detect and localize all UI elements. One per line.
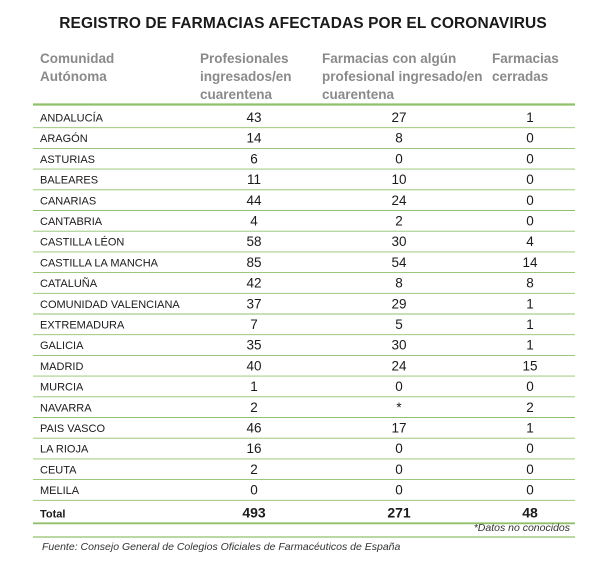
cell-value: 1: [526, 317, 534, 332]
cell-value: 1: [526, 420, 534, 436]
cell-value: 11: [246, 172, 262, 188]
cell-value: 2: [250, 461, 258, 477]
cell-value: 0: [526, 192, 534, 208]
total-value: 271: [387, 504, 411, 521]
cell-value: 58: [246, 234, 262, 250]
column-header: profesional ingresado/en: [322, 69, 483, 84]
cell-value: 0: [526, 379, 534, 395]
column-header: Profesionales: [200, 51, 289, 66]
cell-value: 43: [246, 110, 262, 125]
cell-value: 40: [246, 358, 262, 374]
cell-value: 7: [250, 317, 258, 332]
cell-value: 1: [526, 296, 534, 312]
total-value: 48: [522, 504, 538, 521]
table-title: REGISTRO DE FARMACIAS AFECTADAS POR EL CORONAVIRUS: [59, 15, 547, 32]
row-label: PAIS VASCO: [40, 423, 106, 435]
cell-value: 0: [395, 482, 403, 498]
cell-value: 54: [391, 254, 407, 270]
cell-value: 0: [526, 213, 534, 229]
column-header: Comunidad: [40, 51, 115, 66]
column-header: cerradas: [492, 69, 549, 84]
cell-value: 1: [250, 379, 258, 395]
cell-value: 35: [246, 337, 262, 353]
cell-value: 8: [395, 130, 403, 146]
row-label: CEUTA: [40, 464, 77, 477]
row-label: ASTURIAS: [40, 153, 96, 166]
cell-value: 8: [526, 275, 534, 291]
row-label: CASTILLA LÉON: [40, 236, 125, 249]
cell-value: 6: [250, 151, 258, 167]
cell-value: 15: [522, 358, 538, 374]
cell-value: 27: [391, 110, 407, 125]
cell-value: 14: [246, 130, 262, 146]
cell-value: 16: [246, 441, 262, 457]
cell-value: 0: [526, 130, 534, 146]
cell-value: 5: [395, 317, 403, 332]
cell-value: 0: [250, 482, 258, 498]
cell-value: 46: [246, 420, 262, 436]
cell-value: 4: [526, 234, 534, 250]
cell-value: 30: [391, 337, 407, 353]
cell-value: 0: [526, 461, 534, 477]
cell-value: 0: [395, 151, 403, 167]
cell-value: 1: [526, 110, 534, 125]
cell-value: 10: [391, 172, 407, 188]
row-label: MELILA: [40, 485, 80, 498]
source-note: Fuente: Consejo General de Colegios Oficiales de Farmacéuticos de España: [42, 541, 401, 553]
cell-value: 42: [246, 275, 262, 291]
cell-value: 85: [246, 254, 262, 270]
total-label: Total: [40, 508, 66, 521]
cell-value: 29: [391, 296, 407, 312]
column-header: Farmacias: [492, 51, 559, 66]
cell-value: 0: [526, 151, 534, 167]
row-label: CANARIAS: [40, 195, 97, 208]
column-header: cuarentena: [322, 87, 395, 102]
row-label: ARAGÓN: [40, 133, 88, 146]
cell-value: 24: [391, 358, 407, 374]
cell-value: 2: [395, 213, 403, 229]
cell-value: 30: [391, 234, 407, 250]
column-header: Farmacias con algún: [322, 51, 457, 66]
column-header: Autónoma: [40, 69, 107, 84]
column-header: ingresados/en: [200, 69, 292, 84]
cell-value: 17: [391, 420, 407, 436]
row-label: CATALUÑA: [40, 278, 98, 291]
cell-value: 0: [395, 461, 403, 477]
cell-value: *: [396, 399, 402, 415]
row-label: GALICIA: [40, 340, 84, 353]
total-value: 493: [242, 504, 266, 521]
cell-value: 1: [526, 337, 534, 353]
cell-value: 44: [246, 192, 262, 208]
cell-value: 8: [395, 275, 403, 291]
cell-value: 0: [526, 441, 534, 457]
row-label: BALEARES: [40, 174, 99, 187]
row-label: CASTILLA LA MANCHA: [40, 257, 158, 270]
cell-value: 24: [391, 192, 407, 208]
row-label: LA RIOJA: [40, 443, 89, 456]
column-header: cuarentena: [200, 87, 273, 102]
row-label: MURCIA: [40, 381, 84, 394]
row-label: EXTREMADURA: [40, 319, 125, 332]
cell-value: 0: [395, 379, 403, 395]
cell-value: 0: [526, 172, 534, 188]
cell-value: 2: [526, 399, 534, 415]
cell-value: 37: [246, 296, 262, 312]
row-label: MADRID: [40, 360, 84, 373]
row-label: CANTABRIA: [40, 216, 103, 228]
row-label: NAVARRA: [40, 402, 92, 415]
cell-value: 0: [526, 482, 534, 498]
cell-value: 14: [522, 254, 538, 270]
footnote: *Datos no conocidos: [473, 522, 570, 534]
cell-value: 2: [250, 399, 258, 415]
row-label: COMUNIDAD VALENCIANA: [40, 298, 180, 311]
cell-value: 0: [395, 441, 403, 457]
cell-value: 4: [250, 213, 258, 229]
row-label: ANDALUCÍA: [40, 112, 103, 125]
